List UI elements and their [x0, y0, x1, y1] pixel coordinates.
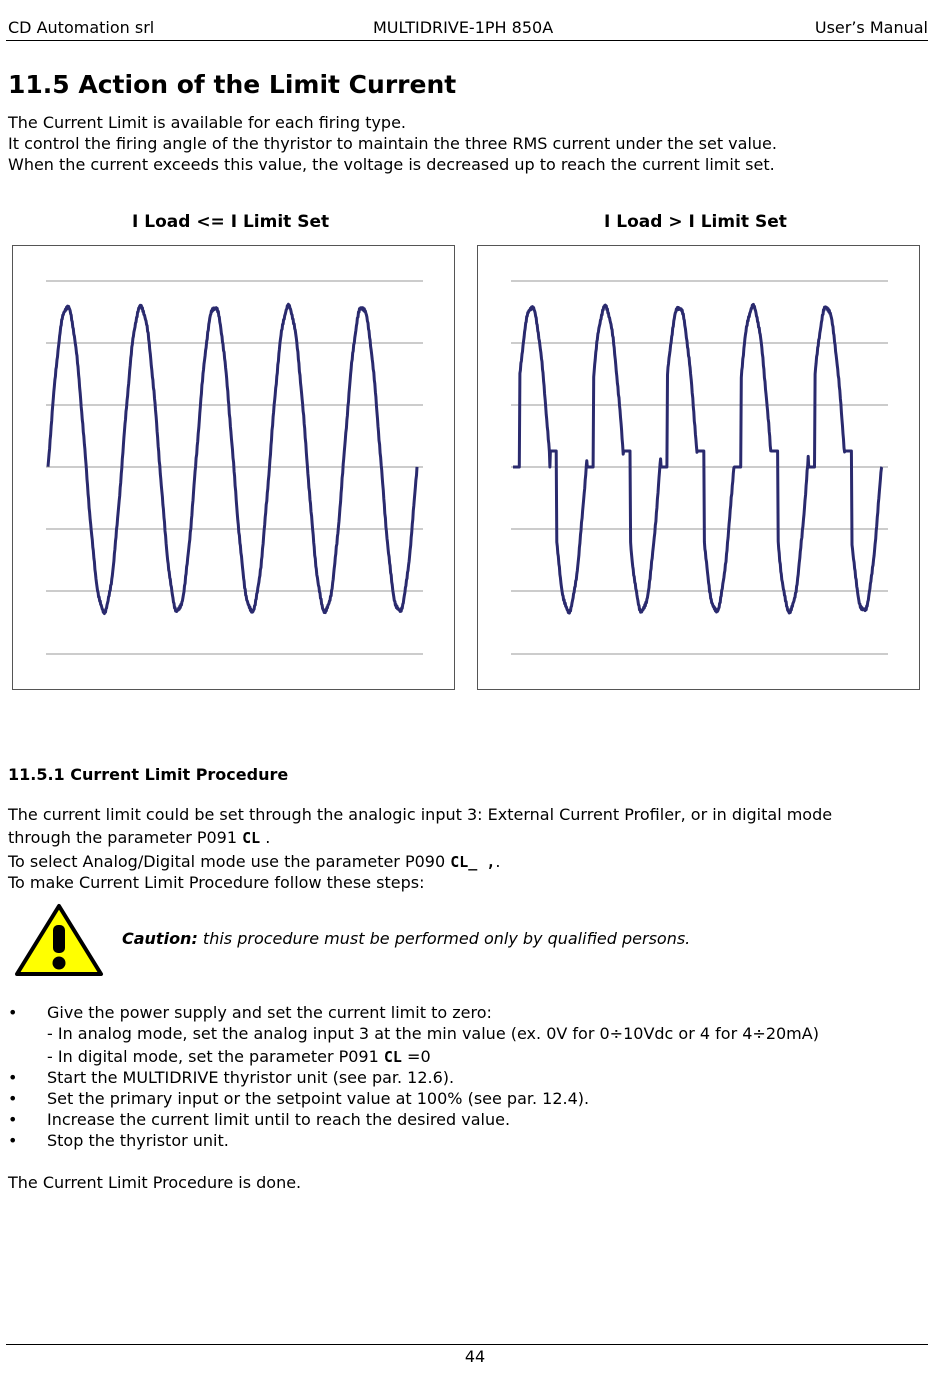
header-product: MULTIDRIVE-1PH 850A [373, 18, 554, 37]
procedure-line-2-text: through the parameter P091 [8, 828, 238, 847]
bullet-4: • [8, 1110, 18, 1129]
waveform-panel-limited [477, 245, 920, 690]
bullet-5: • [8, 1131, 18, 1150]
waveform-chart-limited [478, 246, 919, 689]
display-code-cl: CL [242, 829, 261, 847]
warning-icon [14, 903, 104, 977]
section-line-1: The Current Limit is available for each firing type. [8, 113, 407, 132]
page-number: 44 [464, 1347, 486, 1366]
grid-lines [511, 281, 888, 654]
procedure-line-4: To make Current Limit Procedure follow these steps: [8, 873, 425, 892]
header-doc-title: User’s Manual [814, 18, 928, 37]
subsection-title: 11.5.1 Current Limit Procedure [8, 765, 289, 784]
bullet-1: • [8, 1003, 18, 1022]
waveform-panel-normal [12, 245, 455, 690]
phase-angle-waveform [513, 304, 882, 613]
step-3: Set the primary input or the setpoint value at 100% (see par. 12.4). [47, 1089, 590, 1108]
procedure-line-3 [8, 851, 501, 873]
procedure-line-3-end: . [495, 852, 501, 871]
step-1: Give the power supply and set the current limit to zero: [47, 1003, 492, 1022]
section-line-3: When the current exceeds this value, the voltage is decreased up to reach the current limit set. [8, 155, 775, 174]
header-company: CD Automation srl [8, 18, 155, 37]
step-2: Start the MULTIDRIVE thyristor unit (see par. 12.6). [47, 1068, 455, 1087]
procedure-line-2 [8, 827, 270, 849]
caution-text: this procedure must be performed only by qualified persons. [197, 929, 691, 948]
header-rule [6, 40, 928, 41]
sine-waveform [48, 304, 417, 613]
footer-rule [6, 1344, 928, 1345]
procedure-line-2-end: . [260, 828, 271, 847]
caution-note [122, 929, 690, 948]
display-code-cl-mode: CL_ , [450, 853, 496, 871]
bullet-3: • [8, 1089, 18, 1108]
display-code-cl-step: CL [383, 1048, 402, 1066]
step-4: Increase the current limit until to reach the desired value. [47, 1110, 511, 1129]
section-title: 11.5 Action of the Limit Current [8, 70, 457, 99]
step-1a: - In analog mode, set the analog input 3 at the min value (ex. 0V for 0÷10Vdc or 4 for 4÷20mA) [47, 1024, 819, 1043]
figure-left-title: I Load <= I Limit Set [132, 212, 330, 232]
procedure-line-1: The current limit could be set through the analogic input 3: External Current Profiler, or in digital mode [8, 805, 833, 824]
figure-right-title: I Load > I Limit Set [604, 212, 787, 232]
step-5: Stop the thyristor unit. [47, 1131, 229, 1150]
step-1b-text: - In digital mode, set the parameter P091 [47, 1047, 379, 1066]
bullet-2: • [8, 1068, 18, 1087]
step-1b-end: =0 [401, 1047, 431, 1066]
closing-text: The Current Limit Procedure is done. [8, 1173, 302, 1192]
procedure-line-3-text: To select Analog/Digital mode use the parameter P090 [8, 852, 446, 871]
section-line-2: It control the firing angle of the thyristor to maintain the three RMS current under the set value. [8, 134, 777, 153]
waveform-chart-normal [13, 246, 454, 689]
step-1b [47, 1047, 431, 1066]
caution-label: Caution: [122, 929, 198, 948]
